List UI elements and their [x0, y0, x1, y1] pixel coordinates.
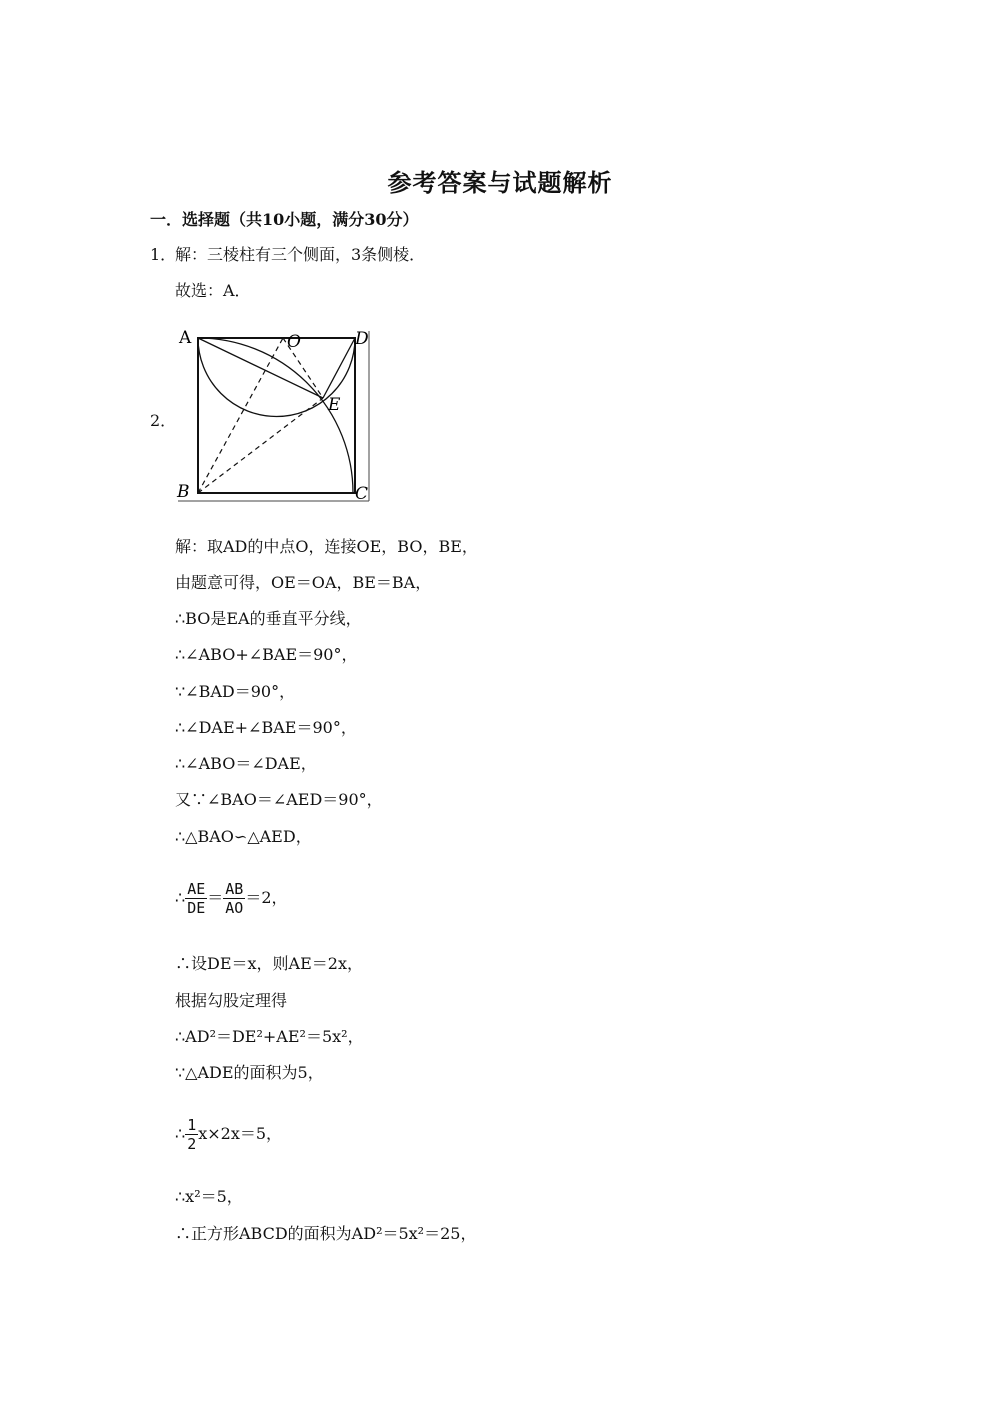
solution-line: 又∵∠BAO＝∠AED＝90°，: [175, 790, 383, 809]
fraction-one-half: [185, 1116, 198, 1153]
q1-number: 1．: [150, 245, 177, 264]
therefore-symbol: ∴: [175, 1124, 186, 1143]
segment-ed: [323, 338, 355, 398]
solution-line: 由题意可得，OE＝OA，BE＝BA，: [175, 573, 432, 592]
therefore-symbol: ∴: [175, 888, 186, 907]
solution-line: 根据勾股定理得: [175, 991, 288, 1010]
equals-sign: ＝: [207, 888, 224, 907]
fraction-numerator: AE: [187, 880, 206, 898]
label-e: E: [328, 395, 341, 415]
solution-line: ∵△ADE的面积为5，: [175, 1063, 324, 1082]
geometry-diagram: [173, 323, 373, 505]
q2-number: 2．: [150, 411, 177, 430]
equation-result: ＝2，: [245, 888, 288, 907]
fraction-denominator: 2: [187, 1135, 197, 1153]
fraction-numerator: 1: [187, 1116, 197, 1134]
q1-answer-line: 解：三棱柱有三个侧面，3条侧棱．: [175, 245, 426, 264]
fraction-numerator: AB: [225, 880, 244, 898]
label-o: O: [287, 332, 301, 352]
solution-line: ∴正方形ABCD的面积为AD²＝5x²＝25，: [175, 1224, 477, 1243]
area-equation-rest: x×2x＝5，: [198, 1124, 283, 1143]
label-c: C: [355, 484, 369, 504]
segment-be: [198, 398, 323, 493]
fraction-ab-ao: [223, 880, 245, 917]
solution-line: ∴△BAO∽△AED，: [175, 827, 312, 846]
section-heading: 一．选择题（共10小题，满分30分）: [150, 210, 419, 229]
segment-bo: [198, 338, 283, 493]
fraction-denominator: AO: [225, 899, 244, 917]
q1-choice-line: 故选：A．: [175, 281, 251, 300]
label-a: A: [179, 328, 192, 348]
solution-line: ∴BO是EA的垂直平分线，: [175, 609, 362, 628]
square-abcd: [198, 338, 355, 493]
solution-line: ∴AD²＝DE²+AE²＝5x²，: [175, 1027, 364, 1046]
solution-line: ∵∠BAD＝90°，: [175, 682, 296, 701]
fraction-denominator: DE: [187, 899, 206, 917]
arc-from-b: [198, 338, 353, 493]
solution-line: ∴设DE＝x，则AE＝2x，: [175, 954, 363, 973]
solution-line: ∴x²＝5，: [175, 1187, 243, 1206]
solution-line: ∴∠DAE+∠BAE＝90°，: [175, 718, 357, 737]
label-b: B: [177, 482, 190, 502]
solution-line: ∴∠ABO+∠BAE＝90°，: [175, 645, 358, 664]
solution-line: 解：取AD的中点O，连接OE，BO，BE，: [175, 537, 478, 556]
fraction-equation: [175, 880, 288, 917]
page-title: 参考答案与试题解析: [387, 168, 613, 197]
area-equation: [175, 1116, 282, 1153]
fraction-ae-de: [185, 880, 207, 917]
label-d: D: [355, 329, 369, 349]
solution-line: ∴∠ABO＝∠DAE，: [175, 754, 317, 773]
